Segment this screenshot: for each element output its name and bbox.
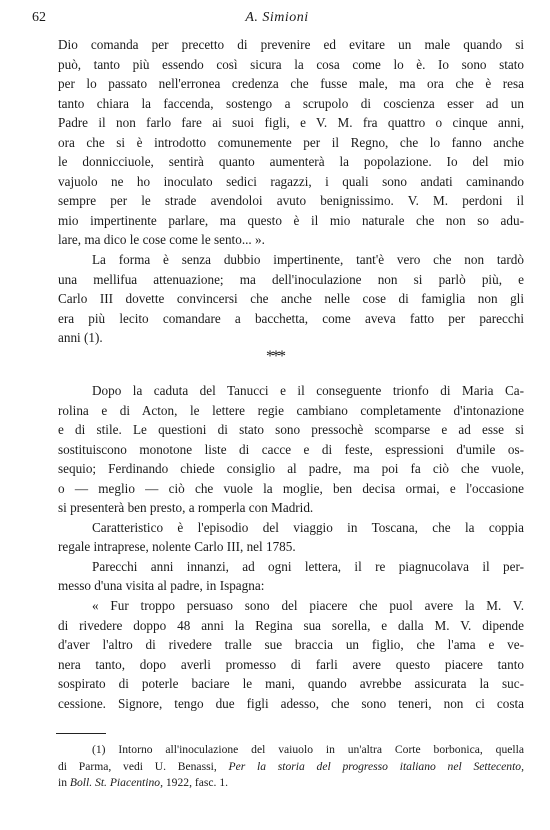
text-line: lare, ma dico le cose come le sento... ».: [58, 232, 265, 248]
footnote-text: Intorno all'inoculazione del vaiuolo in un'altra Corte borbonica, quella: [105, 743, 524, 756]
text-line: messo d'una visita al padre, in Ispagna:: [58, 578, 265, 594]
footnote-marker: (1): [92, 743, 106, 756]
text-line: tanto chiara la faccenda, sostengo a scrupolo di coscienza esser ad un: [58, 95, 524, 111]
paragraph-continuation: [58, 35, 524, 348]
footnote-journal: Boll. St. Piacentino,: [69, 776, 163, 789]
text-line: Padre il non farlo fare ai suoi figli, e V. M. fra quattro o cinque anni,: [58, 115, 524, 131]
text-line: per lo passato nell'erronea credenza che fusse male, ma ora che è resa: [58, 76, 524, 92]
text-line: si presenterà ben presto, a romperla con Madrid.: [58, 500, 314, 516]
text-line: Dopo la caduta del Tanucci e il conseguente trionfo di Maria Ca-: [92, 383, 524, 398]
text-line: Carlo III dovette convincersi che anche nelle cose di famiglia non gli: [58, 291, 524, 307]
text-line: mio impertinente parlare, ma questo è il mio naturale che non so adu-: [58, 212, 524, 228]
text-line: una mellifua attenuazione; ma dell'inoculazione non si parlò più, e: [58, 271, 524, 287]
text-line: era più lecito comandare a bacchetta, come aveva fatto per parecchi: [58, 310, 524, 326]
text-line: ora che si è introdotto comunemente per il Regno, che lo fanno anche: [58, 134, 524, 150]
text-line: Caratteristico è l'episodio del viaggio in Toscana, che la coppia: [92, 519, 524, 535]
page-header: [32, 10, 522, 32]
text-line: cessione. Signore, tengo due figli adesso, che sono teneri, non ci costa: [58, 695, 524, 711]
text-line: sempre per le strade avendoloi avuto benignissimo. V. M. perdoni il: [58, 193, 524, 209]
text-line: La forma è senza dubbio impertinente, tant'è vero che non tardò: [92, 252, 524, 268]
footnote-text: in: [58, 776, 70, 789]
text-line: rolina e di Acton, le lettere regie cambiano completamente d'intonazione: [58, 402, 524, 418]
text-line: sostituiscono monotone liste di cacce e di feste, espressioni d'umile os-: [58, 441, 524, 457]
text-line: Parecchi anni innanzi, ad ogni lettera, il re piagnucolava il per-: [92, 558, 524, 574]
footnote-text: 1922, fasc. 1.: [162, 776, 229, 789]
text-line: Dio comanda per precetto di prevenire ed evitare un male quando si: [58, 37, 524, 52]
footnote-divider: [56, 733, 106, 734]
text-line: vajuolo ne ho inoculato sedici ragazzi, i quali sono andati caminando: [58, 173, 524, 189]
footnote-line: [58, 775, 524, 792]
text-line: « Fur troppo persuaso sono del piacere che puol avere la M. V.: [92, 598, 524, 614]
text-line: di rivedere doppo 48 anni la Regina sua sorella, e dalla M. V. dipende: [58, 617, 524, 633]
text-line: sospirato di poterle baciare le mani, quando avrebbe assicurata la suc-: [58, 676, 524, 692]
running-title: A. Simioni: [245, 10, 309, 25]
text-line: d'aver l'altro di rivedere tralle sue braccia un figlio, che l'ama e ve-: [58, 637, 524, 653]
text-line: nera tanto, dopo averli promesso di farli avere questo piacere tanto: [58, 656, 524, 672]
text-line: può, tanto più essendo così sicura la cosa come lo è. Io sono stato: [58, 56, 524, 72]
footnote-text: di Parma, vedi U. Benassi,: [58, 759, 229, 773]
main-text-block: [58, 381, 524, 713]
text-line: e di stile. Le questioni di stato sono pressochè scomparse e ad esse si: [58, 422, 524, 438]
text-line: o — meglio — ciò che vuole la moglie, ben decisa ormai, e l'occasione: [58, 480, 524, 496]
text-line: le donnicciuole, sentirà quanto aumenterà la popolazione. Io del mio: [58, 154, 524, 170]
section-break-asterism: ***: [266, 348, 284, 365]
footnote-line: [58, 742, 524, 759]
footnote: [58, 742, 524, 792]
page-number: 62: [32, 10, 46, 25]
text-line: regale intraprese, nolente Carlo III, nel 1785.: [58, 539, 296, 555]
footnote-cited-title: Per la storia del progresso italiano nel Settecento,: [228, 759, 524, 773]
text-line: sequio; Ferdinando chiede consiglio al padre, ma poi fa ciò che vuole,: [58, 461, 524, 477]
footnote-line: [58, 759, 524, 776]
text-line: anni (1).: [58, 330, 103, 346]
